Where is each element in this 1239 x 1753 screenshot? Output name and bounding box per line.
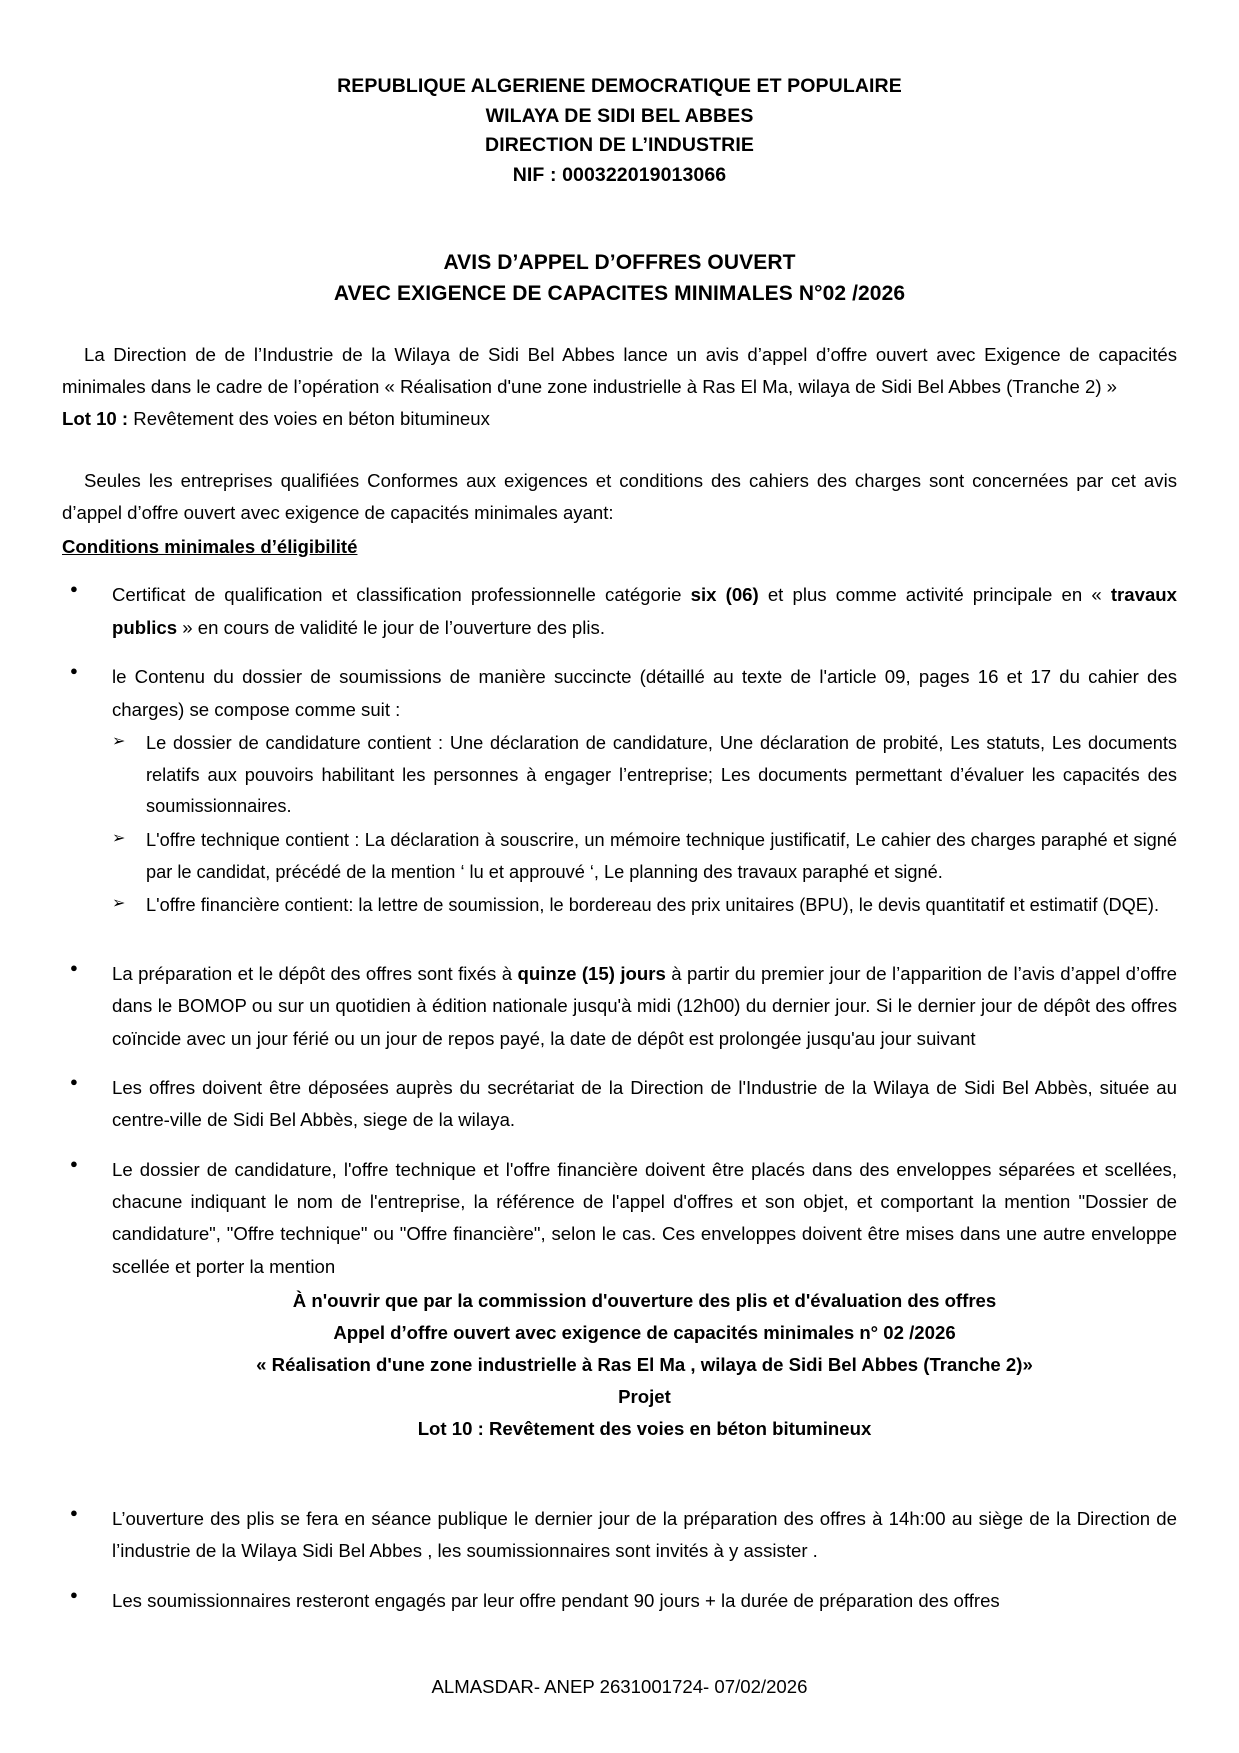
- sub-item-financial-offer: ➢ L'offre financière contient: la lettre de soumission, le bordereau des prix unitaires (BPU), le devis quantitatif et estimatif (DQE).: [112, 890, 1177, 922]
- header-line-wilaya: WILAYA DE SIDI BEL ABBES: [485, 104, 754, 127]
- bullet1-part3: » en cours de validité le jour de l’ouverture des plis.: [177, 616, 605, 638]
- bullet5-text: ● Le dossier de candidature, l'offre technique et l'offre financière doivent être placés dans des enveloppes séparées et scellées, chacune indiquant le nom de l'entreprise, la référence de l'appel d'offres et son objet, et comportant la mention "Dossier de candidature", "Offre technique" ou "Offre financière", selon le cas. Ces enveloppes doivent être mises dans une autre enveloppe scellée et porter la mention: [112, 1158, 1177, 1277]
- bullet-preparation-deadline: [62, 958, 1177, 1055]
- eligibility-conditions-heading: Conditions minimales d’éligibilité: [62, 535, 358, 557]
- document-header: [62, 72, 1177, 191]
- bullet-qualification-certificate: [62, 579, 1177, 644]
- document-footer: ALMASDAR- ANEP 2631001724- 07/02/2026: [431, 1676, 808, 1697]
- header-line-nif: NIF : 000322019013066: [512, 163, 727, 186]
- bullet-envelope-instructions: [62, 1154, 1177, 1445]
- envelope-mention-line-4: Projet: [618, 1385, 671, 1407]
- envelope-mention-line-2: Appel d’offre ouvert avec exigence de capacités minimales n° 02 /2026: [333, 1321, 956, 1343]
- header-line-direction: DIRECTION DE L’INDUSTRIE: [485, 134, 754, 157]
- bullet1-part2: et plus comme activité principale en «: [758, 584, 1111, 606]
- document-title: [62, 247, 1177, 309]
- conditions-bullet-list: [62, 579, 1177, 1616]
- intro-paragraph: La Direction de de l’Industrie de la Wilaya de Sidi Bel Abbes lance un avis d’appel d’offre ouvert avec Exigence de capacités minimales dans le cadre de l’opération « Réalisation d'une zone industrielle à Ras El Ma, wilaya de Sidi Bel Abbes (Tranche 2) »: [62, 343, 1177, 397]
- sub-item-candidature-file: ➢ Le dossier de candidature contient : Une déclaration de candidature, Une déclaration de probité, Les statuts, Les documents relatifs aux pouvoirs habilitant les personnes à engager l’entreprise; Les documents permettant d’évaluer les capacités des soumissionnaires.: [112, 728, 1177, 823]
- envelope-mention-line-3: « Réalisation d'une zone industrielle à Ras El Ma , wilaya de Sidi Bel Abbes (Tranche 2)»: [256, 1353, 1033, 1375]
- sub-item-technical-offer: ➢ L'offre technique contient : La déclaration à souscrire, un mémoire technique justificatif, Le cahier des charges paraphé et signé par le candidat, précédé de la mention ‘ lu et approuvé ‘, Le planning des travaux paraphé et signé.: [112, 825, 1177, 888]
- bullet-submission-location: ● Les offres doivent être déposées auprès du secrétariat de la Direction de l'Industrie de la Wilaya de Sidi Bel Abbès, située au centre-ville de Sidi Bel Abbès, siege de la wilaya.: [62, 1072, 1177, 1137]
- title-line-notice: AVIS D’APPEL D’OFFRES OUVERT: [443, 250, 796, 274]
- intro-lot-label: Lot 10 :: [62, 407, 129, 429]
- envelope-mention-block: [112, 1285, 1177, 1445]
- bullet3-part2: à partir du premier jour de l’apparition de l’avis d’appel d’offre dans le BOMOP ou sur un quotidien à édition nationale jusqu'à midi (12h00) du dernier jour. Si le dernier jour de dépôt des offres coïncide avec un jour férié ou un jour de repos payé, la date de dépôt est prolongée jusqu'au jour suivant: [112, 962, 1178, 1049]
- bullet-validity-period: ● Les soumissionnaires resteront engagés par leur offre pendant 90 jours + la durée de préparation des offres: [62, 1585, 1177, 1617]
- bullet-opening-session: ● L’ouverture des plis se fera en séance publique le dernier jour de la préparation des offres à 14h:00 au siège de la Direction de l’industrie de la Wilaya Sidi Bel Abbes , les soumissionnaires sont invités à y assister .: [62, 1503, 1177, 1568]
- title-line-reference: AVEC EXIGENCE DE CAPACITES MINIMALES N°02 /2026: [333, 281, 906, 305]
- header-line-republic: REPUBLIQUE ALGERIENE DEMOCRATIQUE ET POPULAIRE: [337, 75, 902, 97]
- submission-sub-list: [112, 728, 1177, 922]
- intro-lot-value: Revêtement des voies en béton bitumineux: [133, 407, 490, 429]
- bullet-submission-contents: [62, 661, 1177, 922]
- envelope-mention-line-5: Lot 10 : Revêtement des voies en béton bitumineux: [417, 1417, 872, 1439]
- bullet2-text: ● le Contenu du dossier de soumissions de manière succincte (détaillé au texte de l'article 09, pages 16 et 17 du cahier des charges) se compose comme suit :: [112, 666, 1177, 720]
- bullet1-part1: Certificat de qualification et classification professionnelle catégorie: [112, 584, 691, 606]
- eligibility-paragraph: Seules les entreprises qualifiées Conformes aux exigences et conditions des cahiers des charges sont concernées par cet avis d’appel d’offre ouvert avec exigence de capacités minimales ayant:: [62, 469, 1177, 523]
- bullet1-bold-activity: travaux publics: [112, 584, 1177, 638]
- envelope-mention-line-1: À n'ouvrir que par la commission d'ouverture des plis et d'évaluation des offres: [292, 1289, 997, 1311]
- intro-lot-line: [62, 403, 1177, 435]
- bullet3-bold-days: quinze (15) jours: [517, 962, 666, 984]
- bullet3-part1: La préparation et le dépôt des offres sont fixés à: [112, 962, 518, 984]
- bullet1-bold-category: six (06): [690, 584, 759, 606]
